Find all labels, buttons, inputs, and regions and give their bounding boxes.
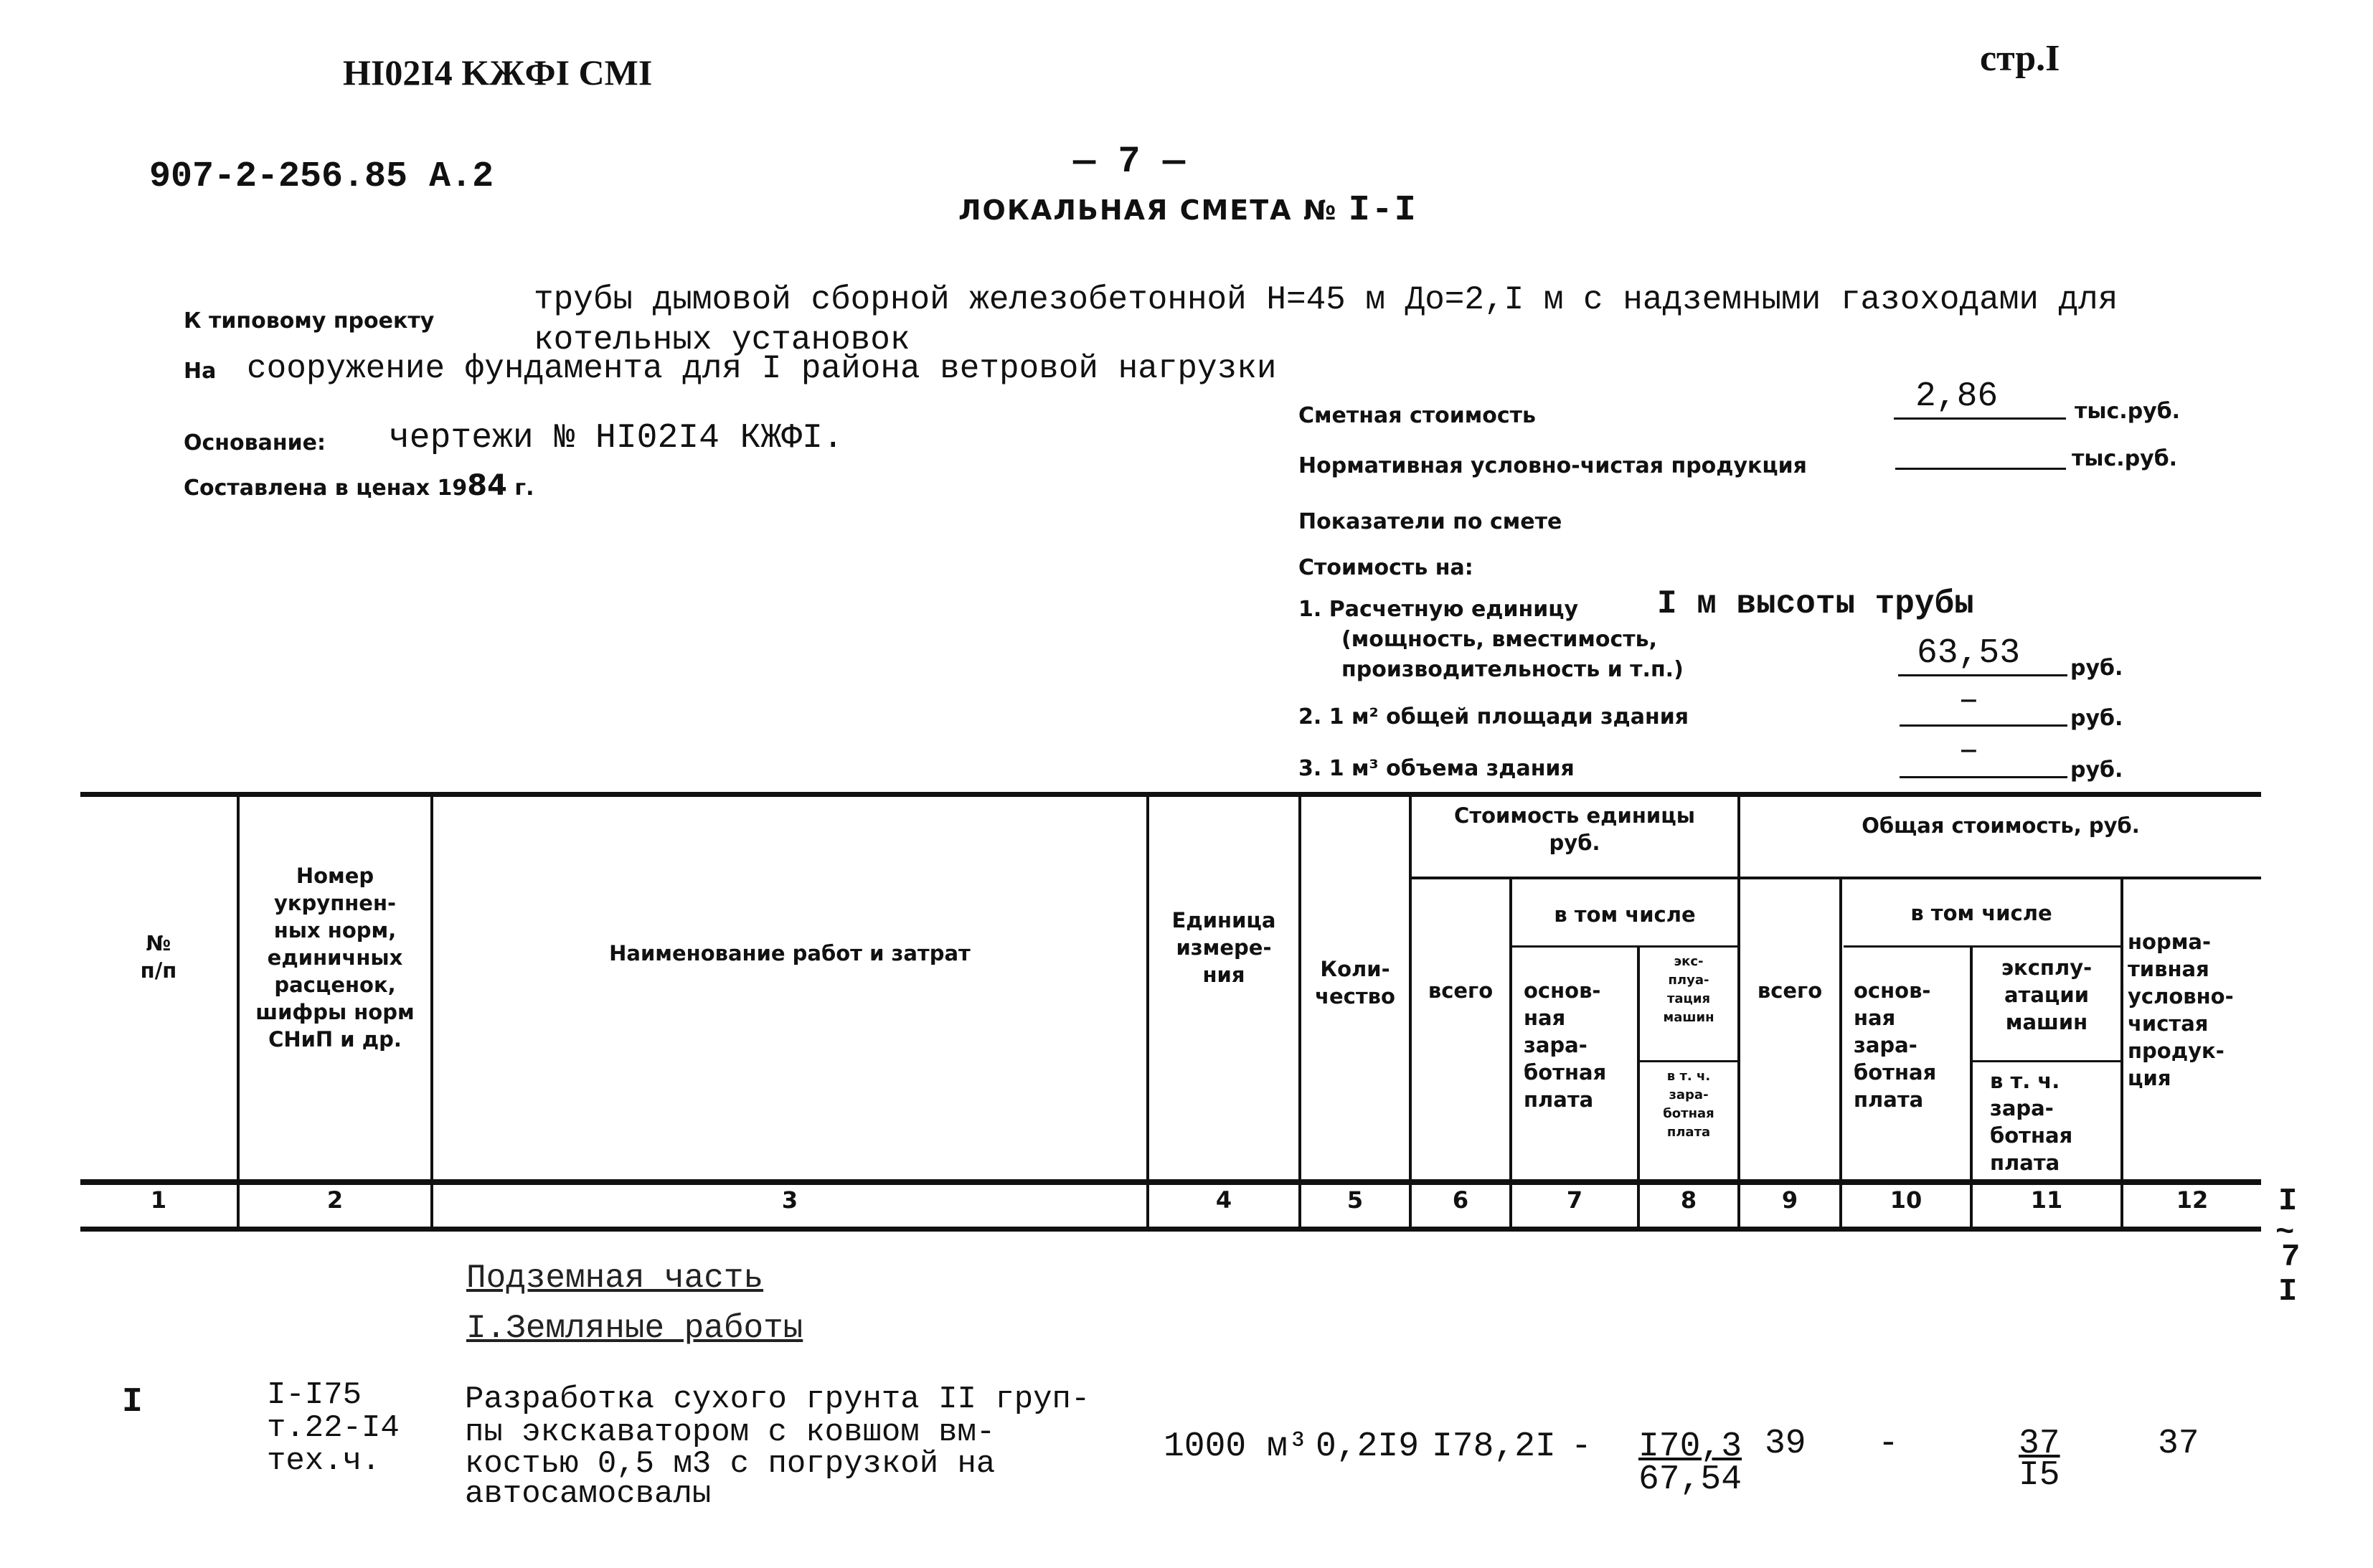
- item2-label: 2. 1 м² общей площади здания: [1298, 704, 1689, 729]
- header-incl-unit: в том числе: [1554, 902, 1696, 927]
- row-unit-machine: I70,3: [1638, 1427, 1742, 1466]
- header-col9-all: всего: [1757, 978, 1823, 1003]
- row-norm: 37: [2158, 1425, 2199, 1463]
- row-code-line2: т.22-I4: [267, 1410, 400, 1446]
- estimated-cost-label: Сметная стоимость: [1298, 403, 1537, 428]
- header-incl-total: в том числе: [1910, 901, 2052, 925]
- row-total-wage: -: [1878, 1425, 1899, 1463]
- table-col-divider: [1409, 792, 1412, 1229]
- table-incl-rule-left: [1512, 945, 1739, 948]
- prices-suffix: г.: [514, 476, 534, 501]
- header-col3: Наименование работ и затрат: [609, 941, 971, 965]
- column-number: 3: [781, 1186, 798, 1214]
- estimated-cost-value: 2,86: [1915, 377, 1999, 416]
- row-name-line2: пы экскаватором с ковшом вм-: [465, 1414, 996, 1450]
- table-top-border: [80, 792, 2261, 797]
- row-quantity: 0,2I9: [1316, 1427, 1420, 1466]
- item1-sub2: производительность и т.п.): [1341, 657, 1684, 682]
- project-label: К типовому проекту: [184, 308, 435, 334]
- item2-unit: руб.: [2070, 706, 2123, 731]
- margin-mark: I: [2278, 1274, 2298, 1310]
- item1-sub1: (мощность, вместимость,: [1341, 627, 1658, 652]
- item3-unit: руб.: [2070, 757, 2123, 783]
- cost-per-label: Стоимость на:: [1298, 555, 1473, 580]
- header-col11-incl-wage: в т. ч. зара- ботная плата: [1990, 1069, 2073, 1175]
- table-incl-rule-right: [1844, 945, 2120, 948]
- section-title: Подземная часть: [466, 1260, 764, 1297]
- table-header-bottom: [80, 1179, 2261, 1185]
- header-col6-all: всего: [1428, 978, 1494, 1003]
- margin-mark: ~: [2275, 1215, 2295, 1251]
- on-value: сооружение фундамента для I района ветровой нагрузки: [247, 350, 1277, 387]
- estimated-cost-rule: [1894, 417, 2066, 420]
- row-number: I: [122, 1383, 143, 1422]
- column-number: 2: [326, 1186, 344, 1214]
- project-description-line2: котельных установок: [534, 321, 910, 359]
- header-col7-base-wage: основ- ная зара- ботная плата: [1524, 978, 1607, 1112]
- prices-label: [184, 469, 534, 502]
- item3-label: 3. 1 м³ объема здания: [1298, 756, 1575, 781]
- item2-rule: [1900, 724, 2067, 727]
- project-number: 907-2-256.85 A.2: [149, 156, 494, 197]
- table-col-divider: [1146, 792, 1149, 1229]
- column-number: 6: [1452, 1186, 1469, 1214]
- table-numbers-bottom: [80, 1227, 2261, 1232]
- row-unit: 1000 м³: [1164, 1427, 1308, 1466]
- row-total-machine: 37: [2019, 1425, 2060, 1463]
- column-number: 10: [1890, 1186, 1923, 1214]
- item1-value: 63,53: [1917, 634, 2021, 673]
- header-col8-incl-wage: в т. ч. зара- ботная плата: [1663, 1069, 1714, 1140]
- column-number: 1: [150, 1186, 167, 1214]
- column-number: 12: [2176, 1186, 2209, 1214]
- header-col8-machine: экс- плуа- тация машин: [1663, 954, 1714, 1025]
- column-number: 9: [1781, 1186, 1798, 1214]
- subsection-title: I.Земляные работы: [466, 1310, 803, 1347]
- normative-product-rule: [1895, 468, 2066, 470]
- item3-rule: [1900, 776, 2067, 778]
- estimated-cost-unit: тыс.руб.: [2075, 399, 2181, 424]
- page-number: стр.I: [1980, 38, 2060, 79]
- prices-label-text: Составлена в ценах 19: [184, 476, 468, 501]
- row-name-line3: костью 0,5 м3 с погрузкой на: [465, 1446, 996, 1482]
- margin-mark: 7: [2281, 1239, 2301, 1275]
- header-col12-norm: норма- тивная условно- чистая продук- ция: [2128, 930, 2234, 1090]
- header-unit-cost: Стоимость единицы руб.: [1454, 803, 1695, 855]
- row-total: 39: [1765, 1425, 1806, 1463]
- table-sub-rule-right: [1971, 1060, 2120, 1062]
- document-title: [958, 190, 1417, 231]
- row-total-machine-wage: I5: [2019, 1456, 2060, 1495]
- item1-unit: руб.: [2070, 656, 2123, 681]
- table-col-divider: [1737, 792, 1740, 1229]
- table-col-divider: [430, 792, 433, 1229]
- document-code: HI02I4 KЖФI CMI: [343, 52, 653, 93]
- document-title-text: ЛОКАЛЬНАЯ СМЕТА №: [958, 194, 1338, 226]
- header-total-cost: Общая стоимость, руб.: [1862, 813, 2140, 838]
- row-unit-total: I78,2I: [1432, 1427, 1556, 1466]
- row-name-line4: автосамосвалы: [465, 1476, 712, 1512]
- column-number: 5: [1346, 1186, 1364, 1214]
- column-number: 7: [1566, 1186, 1583, 1214]
- row-unit-wage: -: [1571, 1427, 1592, 1466]
- item3-value: –: [1958, 732, 1979, 770]
- row-code-line1: I-I75: [267, 1377, 362, 1413]
- normative-product-unit: тыс.руб.: [2072, 446, 2178, 471]
- item2-value: –: [1958, 681, 1979, 720]
- margin-mark: I: [2278, 1184, 2298, 1219]
- table-sub-rule-left: [1638, 1060, 1739, 1062]
- header-col10-base-wage: основ- ная зара- ботная плата: [1854, 978, 1937, 1112]
- header-col4: Единица измере- ния: [1171, 908, 1276, 987]
- column-number: 8: [1680, 1186, 1697, 1214]
- table-group-rule: [1410, 877, 2261, 879]
- header-col5: Коли- чество: [1315, 957, 1395, 1009]
- document-title-number: I-I: [1348, 190, 1417, 231]
- item1-rule: [1898, 674, 2067, 676]
- header-col11-machine: эксплу- атации машин: [2001, 955, 2093, 1034]
- header-col1: № п/п: [140, 931, 177, 983]
- item1-label: 1. Расчетную единицу: [1298, 597, 1579, 622]
- basis-value: чертежи № HI02I4 КЖФI.: [389, 419, 844, 458]
- column-number: 11: [2030, 1186, 2063, 1214]
- on-label: На: [184, 359, 217, 384]
- normative-product-label: Нормативная условно-чистая продукция: [1298, 453, 1807, 478]
- prices-year: 84: [467, 469, 507, 502]
- column-number: 4: [1215, 1186, 1232, 1214]
- page-marker: — 7 —: [1073, 141, 1186, 183]
- header-col2: Номер укрупнен- ных норм, единичных расценок, шифры норм СНиП и др.: [255, 864, 415, 1052]
- project-description-line1: трубы дымовой сборной железобетонной Н=45 м До=2,I м с надземными газоходами для: [534, 281, 2118, 318]
- row-unit-machine-wage: 67,54: [1638, 1460, 1742, 1499]
- basis-label: Основание:: [184, 430, 326, 455]
- table-col-divider: [1298, 792, 1301, 1229]
- item1-unit-text: I м высоты трубы: [1657, 585, 1974, 623]
- row-code-line3: тех.ч.: [267, 1443, 381, 1479]
- indicators-label: Показатели по смете: [1298, 509, 1562, 534]
- row-name-line1: Разработка сухого грунта II груп-: [465, 1382, 1090, 1417]
